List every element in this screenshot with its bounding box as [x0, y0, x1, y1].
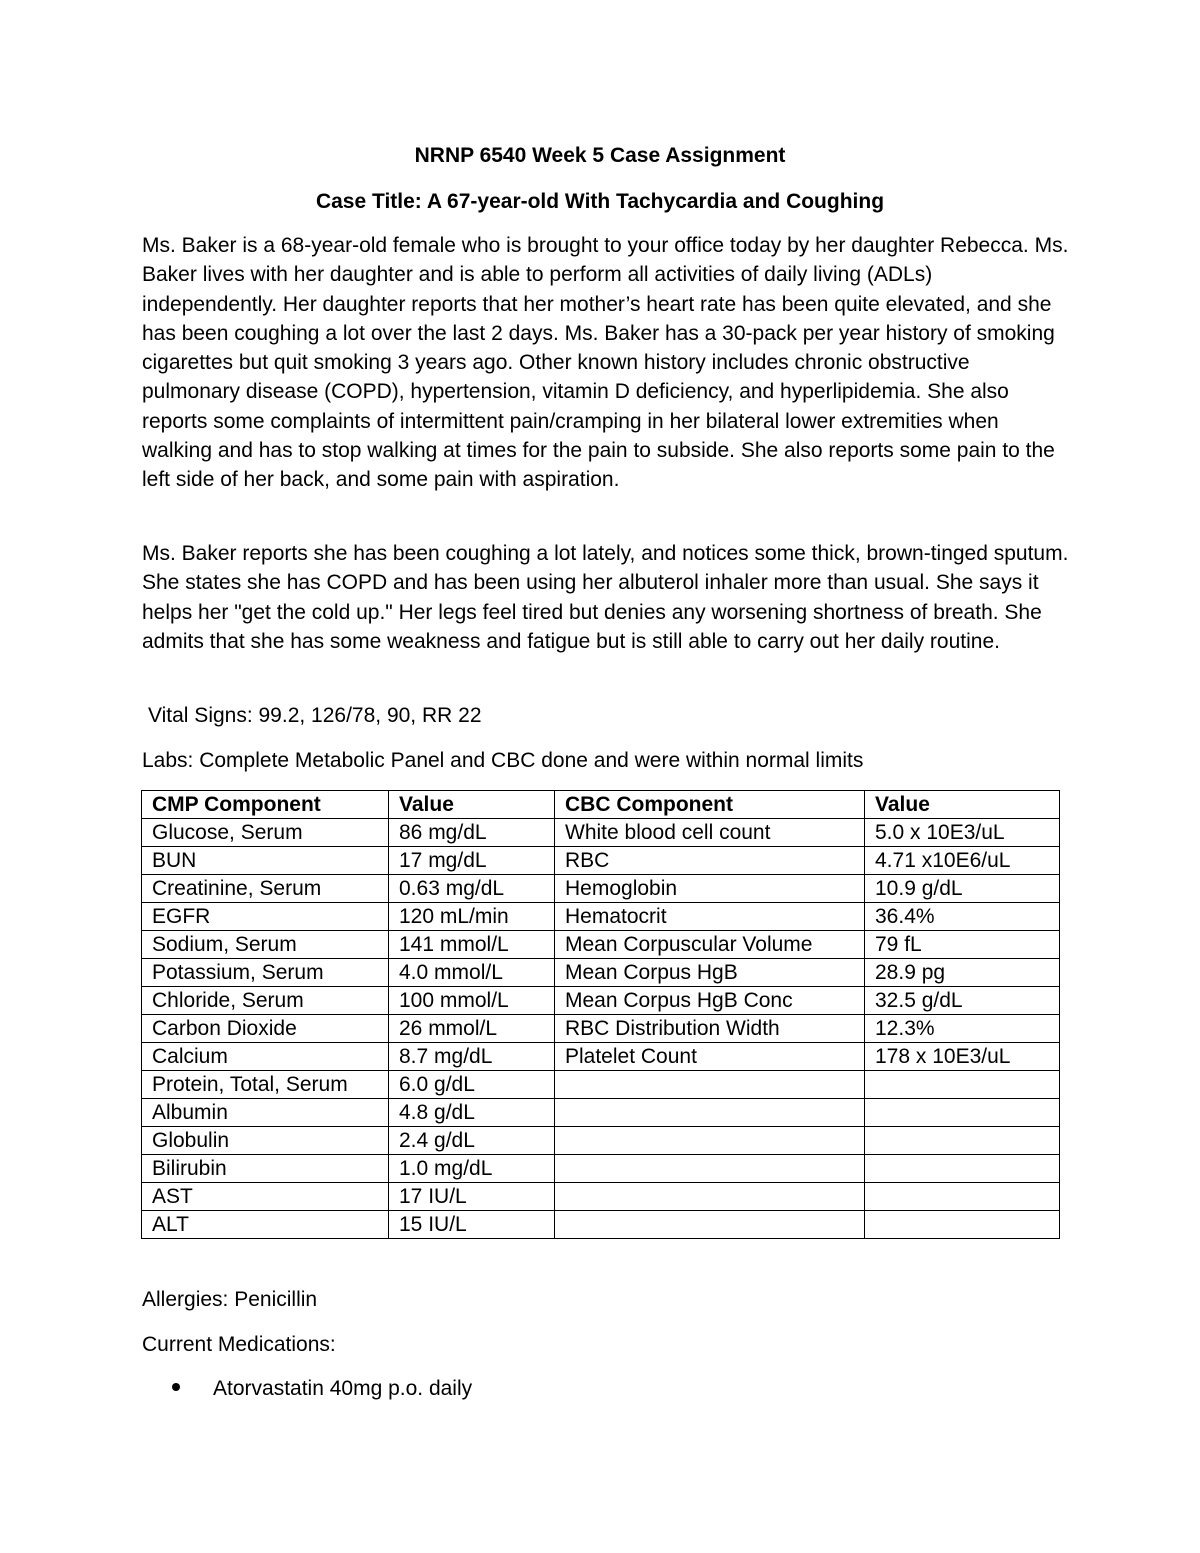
cbc-component-cell: [555, 1183, 865, 1211]
cbc-component-cell: Mean Corpus HgB Conc: [555, 987, 865, 1015]
cmp-component-cell: Calcium: [142, 1043, 389, 1071]
cbc-value-cell: 5.0 x 10E3/uL: [865, 819, 1060, 847]
cbc-value-cell: 36.4%: [865, 903, 1060, 931]
bullet-icon: [172, 1383, 180, 1391]
medication-text: Atorvastatin 40mg p.o. daily: [213, 1377, 473, 1400]
cbc-component-cell: [555, 1099, 865, 1127]
header-cmp-value: Value: [389, 791, 555, 819]
cmp-component-cell: Albumin: [142, 1099, 389, 1127]
cmp-component-cell: Glucose, Serum: [142, 819, 389, 847]
cbc-value-cell: [865, 1155, 1060, 1183]
cbc-component-cell: [555, 1211, 865, 1239]
table-row: [142, 1099, 1060, 1127]
cmp-value-cell: 86 mg/dL: [389, 819, 555, 847]
table-row: [142, 1211, 1060, 1239]
cbc-value-cell: 178 x 10E3/uL: [865, 1043, 1060, 1071]
table-row: [142, 1183, 1060, 1211]
cbc-component-cell: Hematocrit: [555, 903, 865, 931]
cbc-component-cell: [555, 1155, 865, 1183]
medication-list-item: [172, 1376, 472, 1402]
cbc-component-cell: RBC: [555, 847, 865, 875]
cmp-component-cell: Protein, Total, Serum: [142, 1071, 389, 1099]
cmp-component-cell: Chloride, Serum: [142, 987, 389, 1015]
cbc-value-cell: 79 fL: [865, 931, 1060, 959]
cmp-component-cell: AST: [142, 1183, 389, 1211]
cmp-value-cell: 4.0 mmol/L: [389, 959, 555, 987]
labs-table-body: [142, 819, 1060, 1239]
cmp-value-cell: 1.0 mg/dL: [389, 1155, 555, 1183]
table-row: [142, 1015, 1060, 1043]
cmp-value-cell: 4.8 g/dL: [389, 1099, 555, 1127]
case-paragraph-1: Ms. Baker is a 68-year-old female who is brought to your office today by her daughter Rebecca. Ms. Baker lives with her daughter and is able to perform all activities of daily living (ADLs) independently. Her daughter reports that her mother’s heart rate has been quite elevated, and she has been coughing a lot over the last 2 days. Ms. Baker has a 30-pack per year history of smoking cigarettes but quit smoking 3 years ago. Other known history includes chronic obstructive pulmonary disease (COPD), hypertension, vitamin D deficiency, and hyperlipidemia. She also reports some complaints of intermittent pain/cramping in her bilateral lower extremities when walking and has to stop walking at times for the pain to subside. She also reports some pain to the left side of her back, and some pain with aspiration.: [142, 234, 1069, 492]
cmp-value-cell: 26 mmol/L: [389, 1015, 555, 1043]
table-row: [142, 819, 1060, 847]
cbc-component-cell: [555, 1071, 865, 1099]
cbc-value-cell: [865, 1127, 1060, 1155]
cmp-component-cell: Sodium, Serum: [142, 931, 389, 959]
table-row: [142, 875, 1060, 903]
case-title: Case Title: A 67-year-old With Tachycardia and Coughing: [315, 190, 885, 213]
labs-table: [141, 790, 1060, 1239]
table-row: [142, 847, 1060, 875]
cmp-value-cell: 2.4 g/dL: [389, 1127, 555, 1155]
cmp-value-cell: 8.7 mg/dL: [389, 1043, 555, 1071]
cbc-component-cell: [555, 1127, 865, 1155]
allergies: Allergies: Penicillin: [142, 1288, 318, 1311]
cmp-value-cell: 120 mL/min: [389, 903, 555, 931]
cbc-value-cell: 12.3%: [865, 1015, 1060, 1043]
header-cmp-component: CMP Component: [142, 791, 389, 819]
cbc-value-cell: 32.5 g/dL: [865, 987, 1060, 1015]
labs-intro: Labs: Complete Metabolic Panel and CBC done and were within normal limits: [142, 749, 864, 772]
cmp-value-cell: 17 mg/dL: [389, 847, 555, 875]
cmp-component-cell: Globulin: [142, 1127, 389, 1155]
cmp-component-cell: Carbon Dioxide: [142, 1015, 389, 1043]
cmp-component-cell: ALT: [142, 1211, 389, 1239]
header-cbc-component: CBC Component: [555, 791, 865, 819]
table-header-row: [142, 791, 1060, 819]
cbc-component-cell: Mean Corpuscular Volume: [555, 931, 865, 959]
cmp-value-cell: 141 mmol/L: [389, 931, 555, 959]
table-row: [142, 959, 1060, 987]
table-row: [142, 1155, 1060, 1183]
cbc-component-cell: White blood cell count: [555, 819, 865, 847]
table-row: [142, 987, 1060, 1015]
cbc-value-cell: [865, 1071, 1060, 1099]
cbc-component-cell: Platelet Count: [555, 1043, 865, 1071]
cbc-component-cell: Hemoglobin: [555, 875, 865, 903]
cmp-component-cell: EGFR: [142, 903, 389, 931]
table-row: [142, 1127, 1060, 1155]
case-paragraph-2: Ms. Baker reports she has been coughing a lot lately, and notices some thick, brown-tinged sputum. She states she has COPD and has been using her albuterol inhaler more than usual. She says it helps her "get the cold up." Her legs feel tired but denies any worsening shortness of breath. She admits that she has some weakness and fatigue but is still able to carry out her daily routine.: [142, 542, 1069, 653]
cmp-value-cell: 100 mmol/L: [389, 987, 555, 1015]
table-row: [142, 903, 1060, 931]
cbc-value-cell: 4.71 x10E6/uL: [865, 847, 1060, 875]
header-cbc-value: Value: [865, 791, 1060, 819]
cmp-component-cell: Creatinine, Serum: [142, 875, 389, 903]
cmp-value-cell: 15 IU/L: [389, 1211, 555, 1239]
table-row: [142, 931, 1060, 959]
medications-label: Current Medications:: [142, 1333, 336, 1356]
cmp-value-cell: 17 IU/L: [389, 1183, 555, 1211]
cbc-value-cell: [865, 1183, 1060, 1211]
cmp-component-cell: BUN: [142, 847, 389, 875]
cbc-component-cell: Mean Corpus HgB: [555, 959, 865, 987]
cmp-component-cell: Potassium, Serum: [142, 959, 389, 987]
cbc-value-cell: 28.9 pg: [865, 959, 1060, 987]
cmp-component-cell: Bilirubin: [142, 1155, 389, 1183]
vital-signs: Vital Signs: 99.2, 126/78, 90, RR 22: [148, 704, 482, 727]
table-row: [142, 1043, 1060, 1071]
table-row: [142, 1071, 1060, 1099]
cmp-value-cell: 0.63 mg/dL: [389, 875, 555, 903]
cbc-value-cell: [865, 1211, 1060, 1239]
cbc-component-cell: RBC Distribution Width: [555, 1015, 865, 1043]
cbc-value-cell: [865, 1099, 1060, 1127]
cmp-value-cell: 6.0 g/dL: [389, 1071, 555, 1099]
cbc-value-cell: 10.9 g/dL: [865, 875, 1060, 903]
document-title: NRNP 6540 Week 5 Case Assignment: [414, 144, 786, 167]
